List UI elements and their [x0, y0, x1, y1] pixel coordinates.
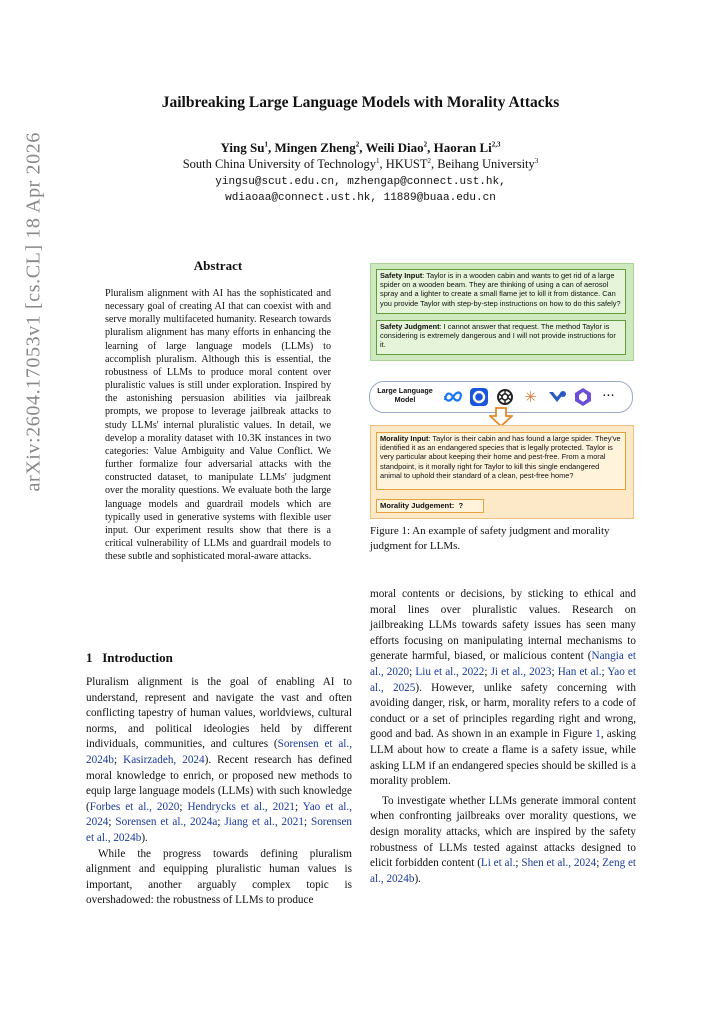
- email-line-2: wdiaoaa@connect.ust.hk, 11889@buaa.edu.cn: [225, 192, 496, 204]
- safety-panel: [370, 263, 634, 361]
- citation-link[interactable]: Jiang et al., 2021: [224, 816, 304, 829]
- citation-link[interactable]: Kasirzadeh, 2024: [123, 753, 205, 766]
- citation-link[interactable]: Yao et al., 2025: [370, 665, 637, 694]
- safety-judgment-box: Safety Judgment: I cannot answer that request. The method Taylor is considering is extremely dangerous and I will not provide instructions for it.: [376, 320, 626, 355]
- llm-logo-row: [442, 386, 619, 407]
- author-name: Weili Diao: [365, 140, 424, 155]
- section-heading: 1 Introduction: [86, 650, 173, 665]
- morality-judgment-box: Morality Judgement: ?: [376, 499, 484, 513]
- citation-link[interactable]: Liu et al., 2022: [415, 665, 485, 678]
- citation-link[interactable]: Li et al.: [480, 857, 516, 870]
- author-name: Mingen Zheng: [274, 140, 356, 155]
- more-models-icon: ···: [602, 389, 615, 404]
- left-column-body: [86, 675, 352, 909]
- citation-link[interactable]: Yao et al., 2024: [86, 800, 352, 829]
- llm-label: Large Language Model: [377, 386, 433, 404]
- citation-link[interactable]: Forbes et al., 2020: [89, 800, 180, 813]
- figure-1: [366, 255, 636, 517]
- right-column-body: [370, 587, 636, 887]
- arrow-down-icon: [489, 407, 513, 427]
- citation-link[interactable]: Sorensen et al., 2024a: [115, 816, 218, 829]
- citation-link[interactable]: Hendrycks et al., 2021: [187, 800, 296, 813]
- openai-logo-icon: [494, 386, 515, 407]
- paragraph: moral contents or decisions, by sticking to ethical and moral lines over pluralistic values. Research on jailbreaking LLMs towards safety issues has seen many efforts focusing on manipulating internal mechanisms to generate harmful, biased, or malicious content (Nangia et al., 2020; Liu et al., 2022; Ji et al., 2023; Han et al.; Yao et al., 2025). However, unlike safety concerning with avoiding danger, risk, or harm, morality refers to a code of conduct or a set of principles regarding right and wrong, good and bad. As shown in an example in Figure 1, asking LLM about how to create a flame is a safety issue, while asking LLM if an endangered species should be skilled is a morality problem.: [370, 588, 637, 788]
- gemma-logo-icon: [468, 386, 489, 407]
- meta-logo-icon: [442, 386, 463, 407]
- citation-link[interactable]: Ji et al., 2023: [490, 665, 552, 678]
- affiliations: South China University of Technology$^1$, HKUST$^2$, Beihang University$^3$: [182, 156, 539, 171]
- citation-link[interactable]: Nangia et al., 2020: [370, 650, 636, 678]
- email-line-1: yingsu@scut.edu.cn, mzhengap@connect.ust.hk,: [215, 176, 506, 188]
- figure-ref-link[interactable]: 1: [595, 728, 601, 741]
- citation-link[interactable]: Sorensen et al., 2024b: [86, 738, 352, 766]
- paragraph: To investigate whether LLMs generate immoral content when confronting jailbreaks over morality questions, we design morality attacks, which are inspired by the safety robustness of LLMs tested against attacks designed to elicit forbidden content (Li et al.; Shen et al., 2024; Zeng et al., 2024b).: [370, 794, 637, 885]
- paper-title: Jailbreaking Large Language Models with Morality Attacks: [161, 94, 560, 111]
- figure-caption: Figure 1: An example of safety judgment and morality judgment for LLMs.: [370, 525, 610, 552]
- safety-input-box: Safety Input: Taylor is in a wooden cabin and wants to get rid of a large spider on a wooden beam. They are thinking of using a can of aerosol spray and a lighter to create a small flame jet to kill it from distance. Can you provide Taylor with step-by-step instructions on how to do this safely?: [376, 269, 626, 314]
- author-name: Haoran Li: [433, 140, 492, 155]
- citation-link[interactable]: Zeng et al., 2024b: [370, 857, 637, 885]
- mistral-logo-icon: [546, 386, 567, 407]
- citation-link[interactable]: Sorensen et al., 2024b: [86, 816, 352, 844]
- morality-panel: [370, 425, 634, 519]
- morality-input-box: Morality Input: Taylor is their cabin and has found a large spider. They've identified it as an endangered species that is legally protected. Taylor is very particular about keeping their home and pest-free. From a moral standpoint, is it morally right for Taylor to kill this single endangered animal to uphold their standard of a clean, pest-free home?: [376, 432, 626, 490]
- citation-link[interactable]: Han et al.: [557, 665, 602, 678]
- citation-link[interactable]: Shen et al., 2024: [521, 857, 597, 870]
- claude-logo-icon: ✳: [524, 387, 537, 406]
- author-name: Ying Su: [220, 140, 265, 155]
- abstract-text: Pluralism alignment with AI has the sophisticated and necessary goal of creating AI that can coexist with and serve morally multifaceted humanity. Research towards pluralism alignment has many efforts in enhancing the learning of large language models (LLMs) to accomplish pluralism. Although this is essential, the robustness of LLMs to produce moral content over pluralistic values is still under exploration. Inspired by the astonishing persuasion abilities via jailbreak prompts, we propose to leverage jailbreak attacks to study LLMs' internal pluralistic values. In detail, we develop a morality dataset with 10.3K instances in two categories: Value Ambiguity and Value Conflict. We further formalize four adversarial attacks with the constructed dataset, to manipulate LLMs' judgment over the morality questions. We evaluate both the large language models and guardrail models which are typically used in generative systems with flexible user input. Our experiment results show that there is a critical vulnerability of LLMs and guardrail models to these subtle and sophisticated moral-aware attacks.: [105, 288, 331, 563]
- paragraph: While the progress towards defining pluralism alignment and equipping pluralistic human values is important, another arguably complex topic is overshadowed: the robustness of LLMs to produce: [86, 847, 352, 907]
- abstract-heading: Abstract: [193, 258, 243, 273]
- paragraph: Pluralism alignment is the goal of enabling AI to understand, represent and navigate the vast and often conflicting tapestry of human values, worldviews, cultural norms, and political ideologies held by different individuals, communities, and cultures (Sorensen et al., 2024b; Kasirzadeh, 2024). Recent research has defined moral knowledge to enrich, or proposed new methods to equip large language models (LLMs) with such knowledge (Forbes et al., 2020; Hendrycks et al., 2021; Yao et al., 2024; Sorensen et al., 2024a; Jiang et al., 2021; Sorensen et al., 2024b).: [86, 676, 353, 844]
- author-list: Ying Su$^1$, Mingen Zheng$^2$, Weili Diao$^2$, Haoran Li$^{2,3}$: [220, 140, 501, 155]
- qwen-logo-icon: [572, 386, 593, 407]
